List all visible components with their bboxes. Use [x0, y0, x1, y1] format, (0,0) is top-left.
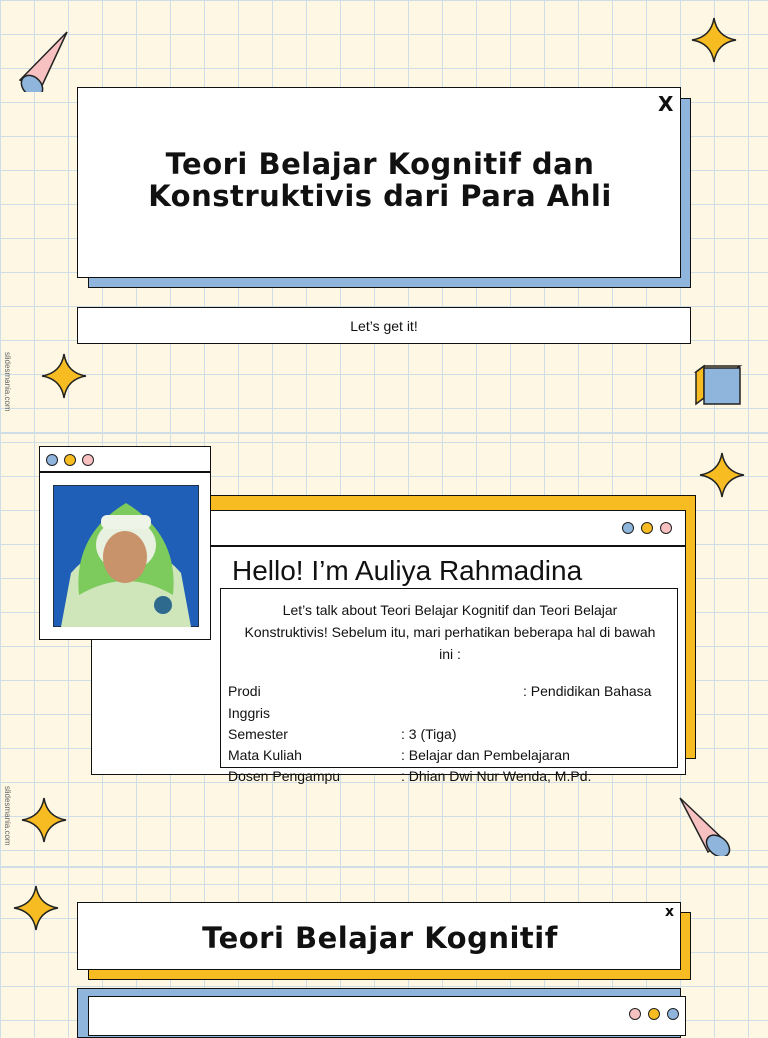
window-dot-yellow — [648, 1008, 660, 1020]
window-dot-blue — [622, 522, 634, 534]
info-value-mata-kuliah: : Belajar dan Pembelajaran — [401, 747, 570, 763]
info-label-semester: Semester — [228, 726, 288, 742]
star-decoration — [40, 352, 88, 400]
window-dot-pink — [629, 1008, 641, 1020]
star-decoration — [20, 796, 68, 844]
window-dot-pink — [660, 522, 672, 534]
window-dot-yellow — [64, 454, 76, 466]
info-value-prodi: : Pendidikan Bahasa — [523, 683, 652, 699]
window-dot-blue — [667, 1008, 679, 1020]
greeting-heading: Hello! I’m Auliya Rahmadina — [232, 555, 583, 586]
window-dot-yellow — [641, 522, 653, 534]
title-window — [77, 87, 681, 278]
titlebar-divider — [40, 471, 210, 473]
profile-photo — [53, 485, 199, 627]
info-label-prodi: Prodi — [228, 683, 261, 699]
star-decoration — [12, 884, 60, 932]
cube-decoration — [694, 364, 744, 408]
info-label-mata-kuliah: Mata Kuliah — [228, 747, 302, 763]
window-dot-pink — [82, 454, 94, 466]
slide-title: Teori Belajar Kognitif — [202, 921, 558, 955]
slide-title — [78, 148, 682, 212]
title-window — [77, 902, 681, 970]
star-decoration — [698, 451, 746, 499]
slide-title-line-1: Teori Belajar Kognitif dan — [165, 147, 595, 181]
photo-window — [39, 446, 211, 640]
watermark-text: slidesmania.com — [3, 352, 12, 412]
subtitle-bar: Let’s get it! — [77, 307, 691, 344]
info-value-semester: : 3 (Tiga) — [401, 726, 457, 742]
close-icon[interactable]: X — [658, 92, 674, 116]
info-label-dosen: Dosen Pengampu — [228, 768, 341, 784]
slide-divider — [0, 432, 768, 434]
content-window — [88, 996, 686, 1036]
intro-text: Let’s talk about Teori Belajar Kognitif dan Teori Belajar Konstruktivis! Sebelum itu, mari perhatikan beberapa hal di bawah ini : — [244, 602, 656, 662]
info-value-dosen: : Dhian Dwi Nur Wenda, M.Pd. — [401, 768, 592, 784]
slide-title-line-2: Konstruktivis dari Para Ahli — [148, 179, 612, 213]
star-decoration — [690, 16, 738, 64]
cone-decoration — [10, 28, 72, 92]
close-icon[interactable]: x — [665, 904, 675, 920]
watermark-text: slidesmania.com — [3, 786, 12, 846]
slide-divider — [0, 866, 768, 868]
info-label-prodi-cont: Inggris — [228, 705, 271, 721]
window-dot-blue — [46, 454, 58, 466]
cone-decoration — [676, 794, 738, 856]
